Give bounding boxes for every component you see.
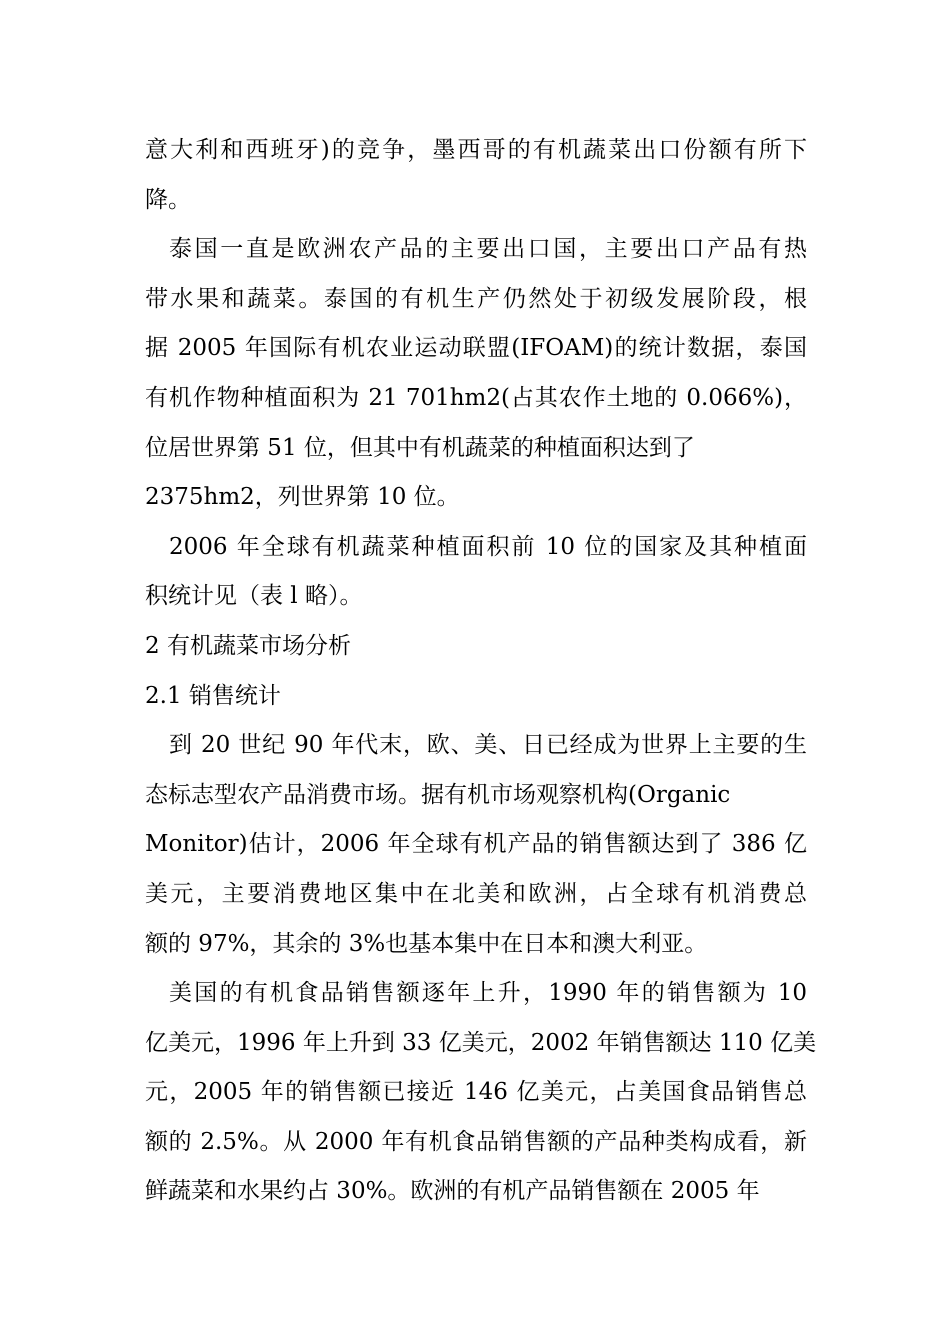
paragraph-first-line: 到 20 世纪 90 年代末，欧、美、日已经成为世界上主要的生 bbox=[169, 732, 807, 759]
text-line: 带水果和蔬菜。泰国的有机生产仍然处于初级发展阶段，根 bbox=[145, 285, 807, 312]
subsection-heading: 2.1 销售统计 bbox=[145, 682, 281, 709]
text-line: 据 2005 年国际有机农业运动联盟(IFOAM)的统计数据，泰国 bbox=[145, 335, 807, 362]
text-line: 鲜蔬菜和水果约占 30%。欧洲的有机产品销售额在 2005 年 bbox=[145, 1178, 760, 1205]
paragraph-first-line: 2006 年全球有机蔬菜种植面积前 10 位的国家及其种植面 bbox=[169, 533, 807, 560]
text-line: 意大利和西班牙)的竞争，墨西哥的有机蔬菜出口份额有所下 bbox=[145, 137, 807, 163]
text-line: 美元，主要消费地区集中在北美和欧洲，占全球有机消费总 bbox=[145, 880, 807, 907]
document-body bbox=[145, 126, 817, 1217]
text-line: 降。 bbox=[145, 186, 191, 213]
text-line: 有机作物种植面积为 21 701hm2(占其农作土地的 0.066%)， bbox=[145, 384, 807, 411]
text-line: 元，2005 年的销售额已接近 146 亿美元，占美国食品销售总 bbox=[145, 1079, 807, 1106]
text-line: 位居世界第 51 位，但其中有机蔬菜的种植面积达到了 bbox=[145, 434, 695, 461]
paragraph-first-line: 泰国一直是欧洲农产品的主要出口国，主要出口产品有热 bbox=[169, 236, 807, 263]
text-line: 额的 97%，其余的 3%也基本集中在日本和澳大利亚。 bbox=[145, 930, 708, 957]
text-line: 亿美元，1996 年上升到 33 亿美元，2002 年销售额达 110 亿美 bbox=[145, 1029, 817, 1056]
text-line: 额的 2.5%。从 2000 年有机食品销售额的产品种类构成看，新 bbox=[145, 1128, 807, 1155]
paragraph-first-line: 美国的有机食品销售额逐年上升，1990 年的销售额为 10 bbox=[169, 980, 807, 1007]
section-heading: 2 有机蔬菜市场分析 bbox=[145, 632, 351, 659]
text-line: 态标志型农产品消费市场。据有机市场观察机构(Organic bbox=[145, 781, 731, 808]
text-line: Monitor)估计，2006 年全球有机产品的销售额达到了 386 亿 bbox=[145, 831, 807, 858]
text-line: 积统计见（表 l 略）。 bbox=[145, 583, 363, 610]
text-line: 2375hm2，列世界第 10 位。 bbox=[145, 484, 460, 511]
